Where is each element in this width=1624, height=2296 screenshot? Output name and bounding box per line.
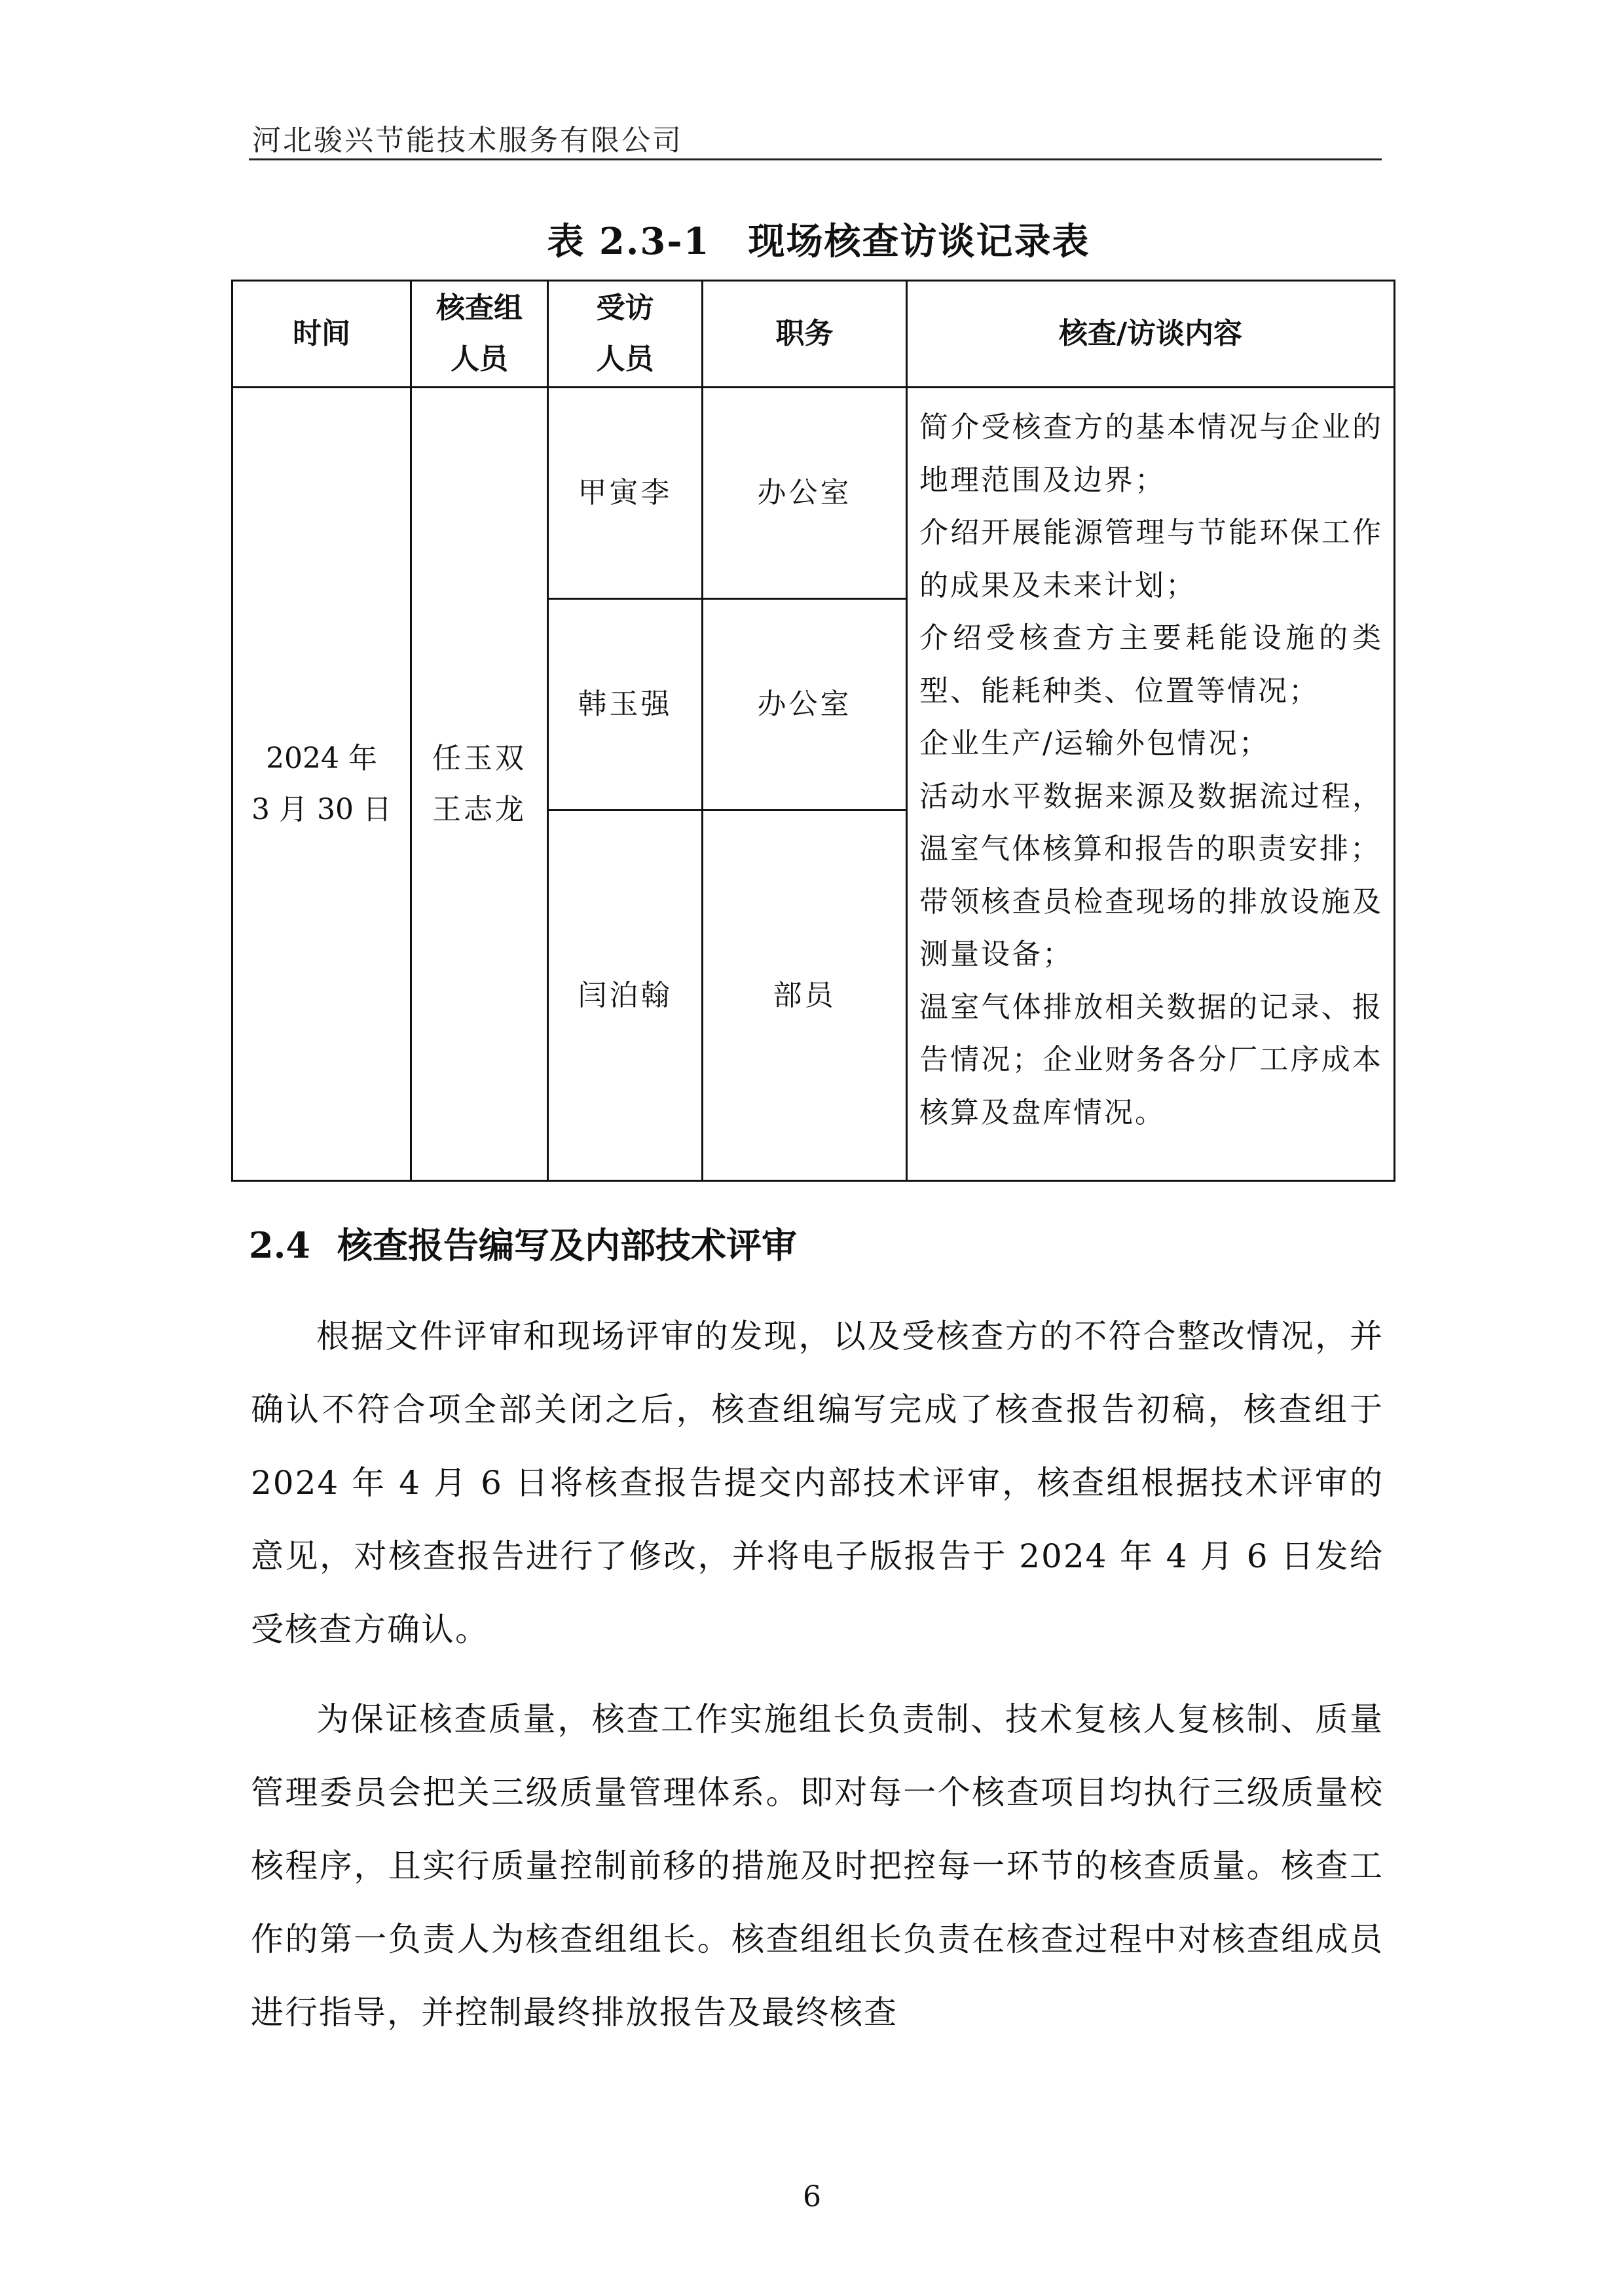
content-item-2: 介绍开展能源管理与节能环保工作的成果及未来计划； bbox=[919, 516, 1383, 602]
interview-record-table bbox=[231, 280, 1395, 1182]
col-header-team-line2: 人员 bbox=[451, 342, 508, 376]
body-paragraph-1: 根据文件评审和现场评审的发现，以及受核查方的不符合整改情况，并确认不符合项全部关闭之后，核查组编写完成了核查报告初稿，核查组于 2024 年 4 月 6 日将核查报告提交内部技术评审，核查组根据技术评审的意见，对核查报告进行了修改，并将电子版报告于 2024 年 4 月 6 日发给受核查方确认。 bbox=[251, 1317, 1384, 1649]
cell-team bbox=[411, 388, 548, 1181]
page-number: 6 bbox=[803, 2180, 821, 2214]
col-header-team bbox=[411, 281, 548, 388]
content-item-4: 企业生产/运输外包情况； bbox=[919, 727, 1270, 760]
col-header-team-line1: 核查组 bbox=[436, 291, 523, 325]
cell-time bbox=[232, 388, 411, 1181]
cell-interviewee-2: 韩玉强 bbox=[548, 599, 703, 811]
col-header-content: 核查/访谈内容 bbox=[907, 281, 1395, 388]
content-item-7: 温室气体排放相关数据的记录、报告情况；企业财务各分厂工序成本核算及盘库情况。 bbox=[919, 990, 1383, 1129]
content-item-1: 简介受核查方的基本情况与企业的地理范围及边界； bbox=[919, 410, 1383, 497]
header-company-name: 河北骏兴节能技术服务有限公司 bbox=[252, 124, 683, 157]
cell-position-1: 办公室 bbox=[703, 388, 907, 599]
col-header-position: 职务 bbox=[703, 281, 907, 388]
cell-position-3: 部员 bbox=[703, 811, 907, 1181]
content-item-5: 活动水平数据来源及数据流过程，温室气体核算和报告的职责安排； bbox=[919, 779, 1383, 866]
content-item-3: 介绍受核查方主要耗能设施的类型、能耗种类、位置等情况； bbox=[919, 621, 1383, 708]
header-divider bbox=[249, 158, 1382, 160]
col-header-time: 时间 bbox=[232, 281, 411, 388]
table-caption: 表 2.3-1 现场核查访谈记录表 bbox=[547, 220, 1090, 263]
time-line2: 3 月 30 日 bbox=[251, 792, 392, 826]
section-number: 2.4 bbox=[249, 1224, 310, 1266]
cell-content bbox=[907, 388, 1395, 1181]
table-header-row bbox=[232, 281, 1395, 388]
section-title: 核查报告编写及内部技术评审 bbox=[337, 1224, 797, 1266]
team-member-1: 任玉双 bbox=[432, 741, 526, 775]
content-item-6: 带领核查员检查现场的排放设施及测量设备； bbox=[919, 884, 1383, 971]
col-header-interviewee-line2: 人员 bbox=[596, 342, 654, 376]
col-header-interviewee-line1: 受访 bbox=[596, 291, 654, 325]
col-header-interviewee bbox=[548, 281, 703, 388]
cell-position-2: 办公室 bbox=[703, 599, 907, 811]
cell-interviewee-1: 甲寅李 bbox=[548, 388, 703, 599]
table-row bbox=[232, 388, 1395, 599]
time-line1: 2024 年 bbox=[266, 741, 377, 775]
team-member-2: 王志龙 bbox=[432, 792, 526, 826]
body-paragraph-2: 为保证核查质量，核查工作实施组长负责制、技术复核人复核制、质量管理委员会把关三级质量管理体系。即对每一个核查项目均执行三级质量校核程序，且实行质量控制前移的措施及时把控每一环节的核查质量。核查工作的第一负责人为核查组组长。核查组组长负责在核查过程中对核查组成员进行指导，并控制最终排放报告及最终核查 bbox=[251, 1700, 1384, 2032]
section-heading bbox=[249, 1218, 797, 1268]
cell-interviewee-3: 闫泊翰 bbox=[548, 811, 703, 1181]
